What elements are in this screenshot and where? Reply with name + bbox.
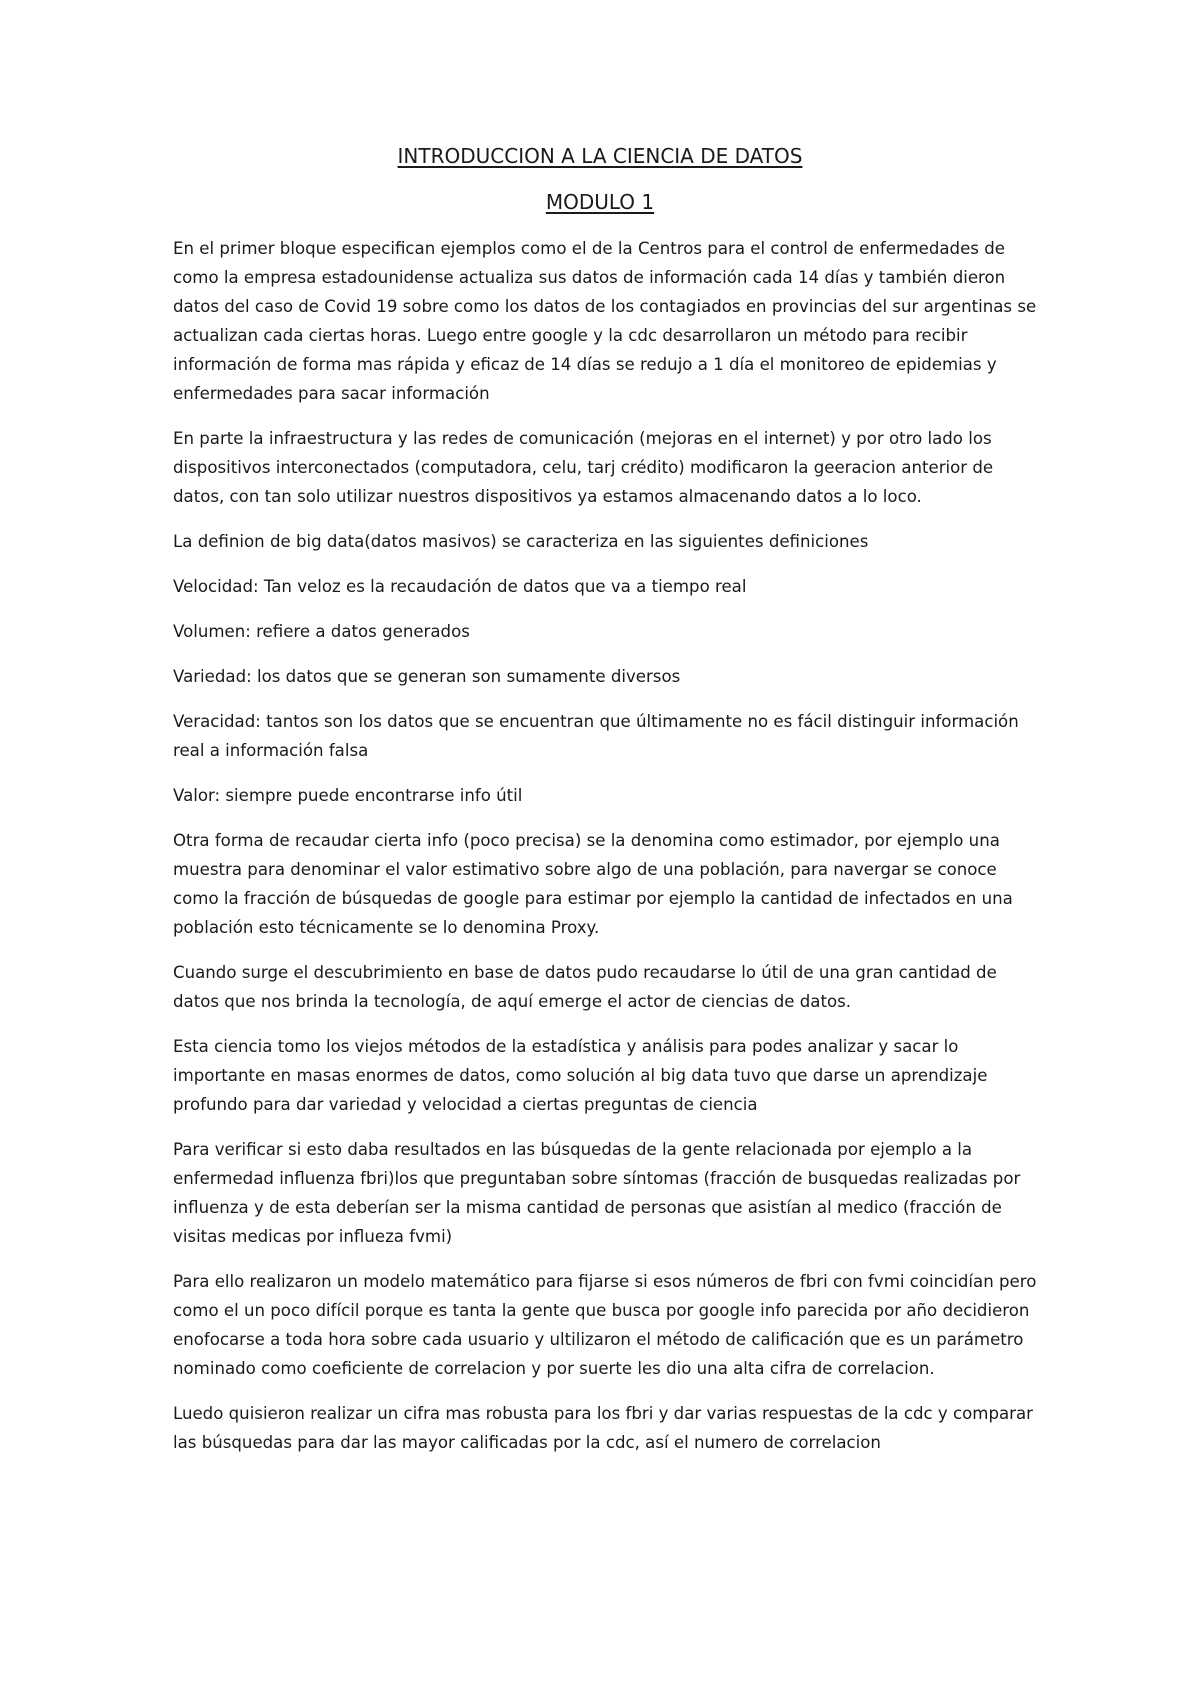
paragraph-velocity: Velocidad: Tan veloz es la recaudación de datos que va a tiempo real (173, 577, 747, 596)
paragraph-veracity: Veracidad: tantos son los datos que se encuentran que últimamente no es fácil distinguir información real a información falsa (173, 712, 1019, 760)
paragraph-robust-figure: Luedo quisieron realizar un cifra mas robusta para los fbri y dar varias respuestas de la cdc y comparar las búsquedas para dar las mayor calificadas por la cdc, así el numero de correlacion (173, 1404, 1033, 1452)
paragraph-variety: Variedad: los datos que se generan son sumamente diversos (173, 667, 681, 686)
paragraph-big-data-definition: La definion de big data(datos masivos) se caracteriza en las siguientes definiciones (173, 532, 869, 551)
paragraph-science-methods: Esta ciencia tomo los viejos métodos de la estadística y análisis para podes analizar y sacar lo importante en masas enormes de datos, como solución al big data tuvo que darse un aprendizaje profundo para dar variedad y velocidad a ciertas preguntas de ciencia (173, 1037, 988, 1114)
document-body (173, 234, 1039, 1473)
paragraph-value: Valor: siempre puede encontrarse info útil (173, 786, 523, 805)
document-subtitle: MODULO 1 (545, 190, 655, 214)
paragraph-math-model: Para ello realizaron un modelo matemático para fijarse si esos números de fbri con fvmi coincidían pero como el un poco difícil porque es tanta la gente que busca por google info parecida por año decidieron enofocarse a toda hora sobre cada usuario y ultilizaron el método de calificación que es un parámetro nominado como coeficiente de correlacion y por suerte les dio una alta cifra de correlacion. (173, 1272, 1037, 1378)
paragraph-estimator: Otra forma de recaudar cierta info (poco precisa) se la denomina como estimador, por ejemplo una muestra para denominar el valor estimativo sobre algo de una población, para navergar se conoce como la fracción de búsquedas de google para estimar por ejemplo la cantidad de infectados en una población esto técnicamente se lo denomina Proxy. (173, 831, 1013, 937)
paragraph-infrastructure: En parte la infraestructura y las redes de comunicación (mejoras en el internet) y por otro lado los dispositivos interconectados (computadora, celu, tarj crédito) modificaron la geeracion anterior de datos, con tan solo utilizar nuestros dispositivos ya estamos almacenando datos a lo loco. (173, 429, 994, 506)
document-title: INTRODUCCION A LA CIENCIA DE DATOS (397, 144, 803, 168)
paragraph-discovery: Cuando surge el descubrimiento en base de datos pudo recaudarse lo útil de una gran cantidad de datos que nos brinda la tecnología, de aquí emerge el actor de ciencias de datos. (173, 963, 997, 1011)
paragraph-intro: En el primer bloque especifican ejemplos como el de la Centros para el control de enfermedades de como la empresa estadounidense actualiza sus datos de información cada 14 días y también dieron datos del caso de Covid 19 sobre como los datos de los contagiados en provincias del sur argentinas se actualizan cada ciertas horas. Luego entre google y la cdc desarrollaron un método para recibir información de forma mas rápida y eficaz de 14 días se redujo a 1 día el monitoreo de epidemias y enfermedades para sacar información (173, 239, 1037, 403)
paragraph-volume: Volumen: refiere a datos generados (173, 622, 470, 641)
paragraph-verification: Para verificar si esto daba resultados en las búsquedas de la gente relacionada por ejemplo a la enfermedad influenza fbri)los que preguntaban sobre síntomas (fracción de busquedas realizadas por influenza y de esta deberían ser la misma cantidad de personas que asistían al medico (fracción de visitas medicas por influeza fvmi) (173, 1140, 1021, 1246)
